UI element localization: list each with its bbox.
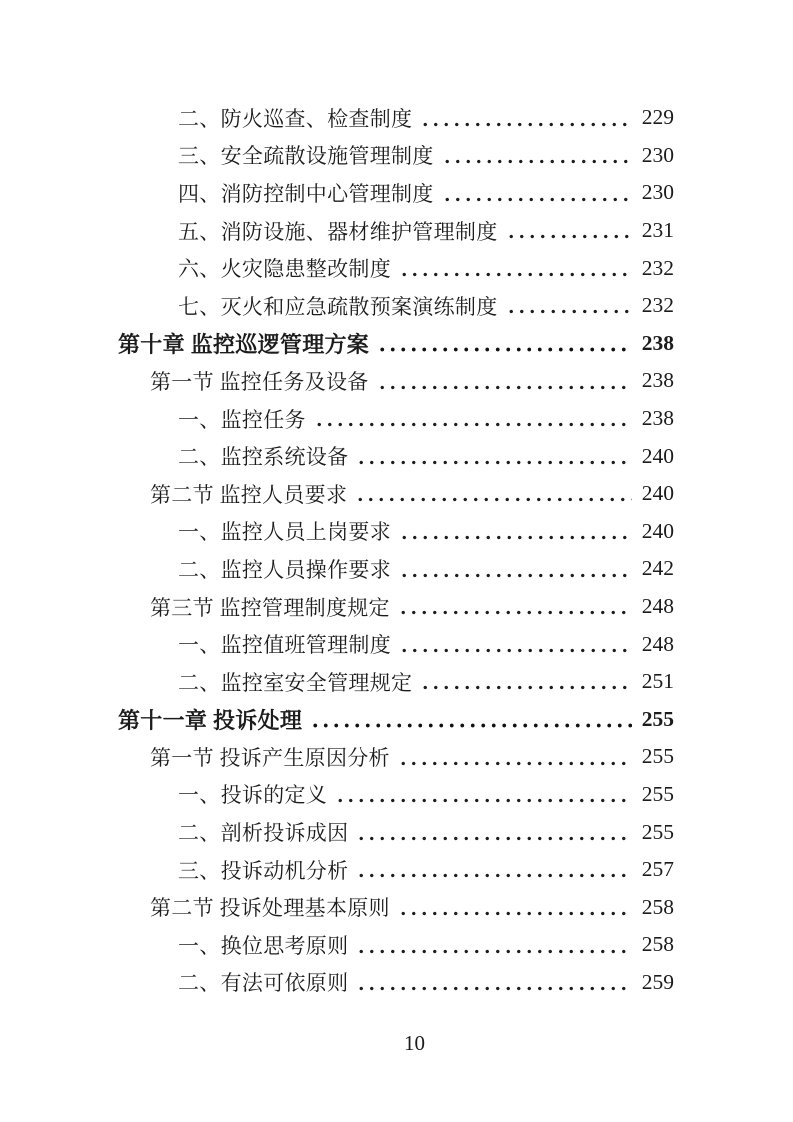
page-footer bbox=[0, 1031, 793, 1056]
toc-entry-page-number: 229 bbox=[641, 105, 674, 130]
toc-entry-label: 二、防火巡查、检查制度 bbox=[178, 106, 413, 131]
toc-entry-page-number: 259 bbox=[641, 969, 674, 994]
toc-entry-page-number: 240 bbox=[641, 443, 674, 468]
toc-entry-label: 第三节 监控管理制度规定 bbox=[150, 595, 390, 620]
toc-entry-page-number: 255 bbox=[641, 706, 674, 731]
toc-entry-label: 第二节 投诉处理基本原则 bbox=[150, 896, 390, 921]
toc-entry bbox=[118, 588, 674, 626]
dot-leader bbox=[417, 99, 632, 137]
toc-entry-page-number: 231 bbox=[641, 218, 674, 243]
toc-entry bbox=[118, 437, 674, 475]
footer-page-number: 10 bbox=[404, 1031, 425, 1055]
dot-leader bbox=[374, 325, 632, 363]
toc-entry-page-number: 251 bbox=[641, 669, 674, 694]
toc-entry-label: 一、投诉的定义 bbox=[178, 783, 328, 808]
dot-leader bbox=[417, 663, 632, 701]
table-of-contents bbox=[118, 99, 674, 1001]
toc-entry-label: 第一节 监控任务及设备 bbox=[150, 369, 369, 394]
toc-entry-page-number: 238 bbox=[641, 406, 674, 431]
toc-entry-label: 二、剖析投诉成因 bbox=[178, 821, 349, 846]
toc-entry-page-number: 255 bbox=[641, 819, 674, 844]
toc-entry bbox=[118, 174, 674, 212]
toc-entry-label: 三、投诉动机分析 bbox=[178, 858, 349, 883]
toc-entry-label: 二、有法可依原则 bbox=[178, 971, 349, 996]
dot-leader bbox=[353, 437, 632, 475]
dot-leader bbox=[353, 926, 632, 964]
toc-entry-page-number: 248 bbox=[641, 594, 674, 619]
toc-entry bbox=[118, 513, 674, 551]
dot-leader bbox=[332, 776, 632, 814]
dot-leader bbox=[396, 513, 632, 551]
toc-entry-page-number: 238 bbox=[641, 368, 674, 393]
toc-entry bbox=[118, 776, 674, 814]
dot-leader bbox=[353, 964, 632, 1002]
toc-entry-page-number: 230 bbox=[641, 142, 674, 167]
toc-entry-label: 六、火灾隐患整改制度 bbox=[178, 257, 391, 282]
toc-entry-label: 第十章 监控巡逻管理方案 bbox=[118, 331, 370, 357]
toc-entry bbox=[118, 325, 674, 363]
toc-entry bbox=[118, 212, 674, 250]
dot-leader bbox=[353, 813, 632, 851]
toc-entry-label: 五、消防设施、器材维护管理制度 bbox=[178, 219, 498, 244]
toc-entry-label: 一、换位思考原则 bbox=[178, 933, 349, 958]
toc-entry-page-number: 238 bbox=[641, 330, 674, 355]
dot-leader bbox=[311, 400, 632, 438]
toc-entry-page-number: 240 bbox=[641, 481, 674, 506]
toc-entry bbox=[118, 550, 674, 588]
dot-leader bbox=[395, 588, 632, 626]
toc-entry bbox=[118, 99, 674, 137]
toc-entry-page-number: 230 bbox=[641, 180, 674, 205]
toc-entry-label: 七、灭火和应急疏散预案演练制度 bbox=[178, 294, 498, 319]
toc-entry-label: 二、监控室安全管理规定 bbox=[178, 670, 413, 695]
toc-entry-page-number: 248 bbox=[641, 631, 674, 656]
toc-entry bbox=[118, 625, 674, 663]
toc-entry-label: 一、监控人员上岗要求 bbox=[178, 520, 391, 545]
toc-entry-label: 第一节 投诉产生原因分析 bbox=[150, 745, 390, 770]
toc-entry-label: 一、监控值班管理制度 bbox=[178, 633, 391, 658]
toc-entry bbox=[118, 663, 674, 701]
toc-entry-label: 第十一章 投诉处理 bbox=[118, 707, 303, 733]
toc-entry bbox=[118, 813, 674, 851]
toc-entry bbox=[118, 701, 674, 739]
toc-entry-page-number: 255 bbox=[641, 781, 674, 806]
toc-entry-label: 二、监控人员操作要求 bbox=[178, 557, 391, 582]
toc-entry bbox=[118, 287, 674, 325]
dot-leader bbox=[396, 249, 632, 287]
dot-leader bbox=[395, 888, 632, 926]
toc-entry-page-number: 232 bbox=[641, 293, 674, 318]
toc-entry-page-number: 255 bbox=[641, 744, 674, 769]
toc-entry bbox=[118, 738, 674, 776]
dot-leader bbox=[395, 738, 632, 776]
toc-entry-label: 一、监控任务 bbox=[178, 407, 306, 432]
toc-entry-label: 四、消防控制中心管理制度 bbox=[178, 181, 434, 206]
dot-leader bbox=[307, 701, 632, 739]
toc-entry bbox=[118, 888, 674, 926]
dot-leader bbox=[374, 362, 632, 400]
toc-entry-label: 第二节 监控人员要求 bbox=[150, 482, 348, 507]
dot-leader bbox=[396, 550, 632, 588]
toc-entry-label: 二、监控系统设备 bbox=[178, 445, 349, 470]
toc-entry bbox=[118, 475, 674, 513]
toc-entry bbox=[118, 137, 674, 175]
toc-entry-page-number: 232 bbox=[641, 255, 674, 280]
dot-leader bbox=[396, 625, 632, 663]
toc-entry-page-number: 242 bbox=[641, 556, 674, 581]
toc-entry-page-number: 258 bbox=[641, 894, 674, 919]
toc-entry bbox=[118, 362, 674, 400]
toc-entry bbox=[118, 249, 674, 287]
toc-entry-page-number: 258 bbox=[641, 932, 674, 957]
toc-entry-page-number: 240 bbox=[641, 518, 674, 543]
dot-leader bbox=[503, 287, 633, 325]
toc-entry-label: 三、安全疏散设施管理制度 bbox=[178, 144, 434, 169]
toc-entry bbox=[118, 851, 674, 889]
dot-leader bbox=[439, 137, 632, 175]
dot-leader bbox=[353, 851, 632, 889]
toc-entry-page-number: 257 bbox=[641, 857, 674, 882]
dot-leader bbox=[439, 174, 632, 212]
dot-leader bbox=[503, 212, 633, 250]
toc-entry bbox=[118, 400, 674, 438]
dot-leader bbox=[352, 475, 632, 513]
toc-entry bbox=[118, 926, 674, 964]
toc-entry bbox=[118, 964, 674, 1002]
